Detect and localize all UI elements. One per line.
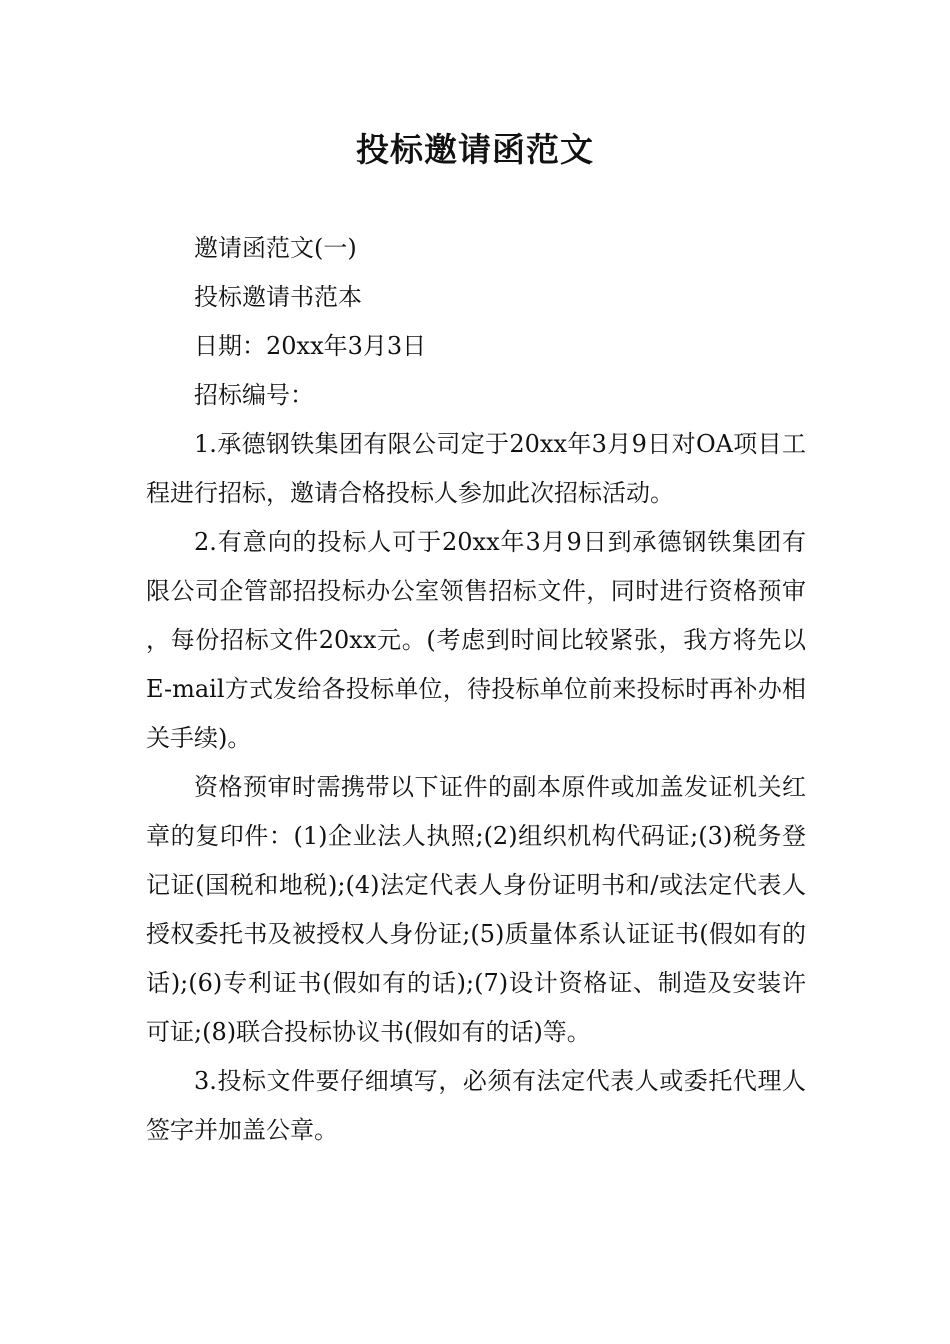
- paragraph-item-1: 1.承德钢铁集团有限公司定于20xx年3月9日对OA项目工程进行招标，邀请合格投标人参加此次招标活动。: [146, 430, 806, 507]
- paragraph-qualification-docs: 资格预审时需携带以下证件的副本原件或加盖发证机关红章的复印件：(1)企业法人执照;(2)组织机构代码证;(3)税务登记证(国税和地税);(4)法定代表人身份证明书和/或法定代表人授权委托书及被授权人身份证;(5)质量体系认证证书(假如有的话);(6)专利证书(假如有的话);(7)设计资格证、制造及安装许可证;(8)联合投标协议书(假如有的话)等。: [146, 773, 806, 1046]
- paragraph-bid-number: 招标编号：: [194, 381, 314, 409]
- paragraph-item-3: 3.投标文件要仔细填写，必须有法定代表人或委托代理人签字并加盖公章。: [146, 1067, 806, 1144]
- document-title: 投标邀请函范文: [356, 130, 594, 169]
- paragraph-heading-sample: 邀请函范文(一): [194, 234, 357, 262]
- paragraph-date: 日期：20xx年3月3日: [194, 332, 427, 360]
- paragraph-subtitle: 投标邀请书范本: [194, 283, 362, 311]
- paragraph-item-2: 2.有意向的投标人可于20xx年3月9日到承德钢铁集团有限公司企管部招投标办公室领售招标文件，同时进行资格预审，每份招标文件20xx元。(考虑到时间比较紧张，我方将先以E-mail方式发给各投标单位，待投标单位前来投标时再补办相关手续)。: [146, 528, 806, 752]
- document-body: [146, 224, 806, 1155]
